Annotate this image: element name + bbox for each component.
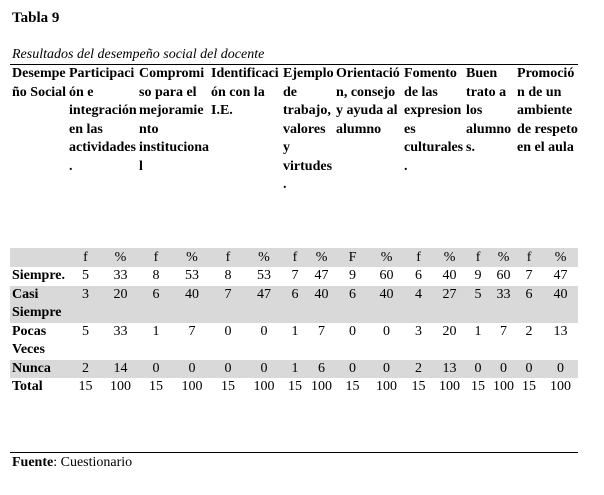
table-cell: 100 bbox=[253, 379, 275, 394]
subheader-cell: % bbox=[245, 248, 281, 267]
table-cell: 60 bbox=[496, 268, 511, 283]
subheader-cell: f bbox=[464, 248, 490, 267]
row-label: Siempre. bbox=[12, 268, 66, 283]
table-cell: 47 bbox=[553, 268, 568, 283]
table-cell: 6 bbox=[415, 268, 423, 283]
table-cell: 2 bbox=[525, 323, 533, 339]
table-cell: 33 bbox=[113, 323, 128, 339]
table-cell: 13 bbox=[553, 323, 568, 339]
table-cell: 33 bbox=[113, 268, 128, 283]
source-label: Fuente bbox=[12, 455, 54, 470]
table-cell: 0 bbox=[464, 360, 490, 379]
table-cell: 7 bbox=[318, 323, 326, 339]
table-cell: 15 bbox=[149, 379, 164, 394]
table-row bbox=[10, 323, 578, 360]
table-cell: 15 bbox=[345, 379, 360, 394]
table-cell: 0 bbox=[369, 360, 402, 379]
table-cell: 40 bbox=[541, 286, 578, 323]
table-body bbox=[10, 267, 578, 397]
table-cell: 0 bbox=[209, 360, 245, 379]
table-cell: 27 bbox=[433, 286, 464, 323]
table-cell: 15 bbox=[522, 379, 537, 394]
subheader-cell: % bbox=[102, 248, 137, 267]
table-cell: 1 bbox=[152, 323, 160, 339]
table-row bbox=[10, 286, 578, 323]
row-label: Nunca bbox=[10, 360, 67, 379]
table-cell: 7 bbox=[500, 323, 508, 339]
table-cell: 100 bbox=[493, 379, 515, 394]
table-cell: 100 bbox=[311, 379, 333, 394]
table-cell: 7 bbox=[525, 268, 533, 283]
header-orientacion: Orientación, consejo y ayuda al alumno bbox=[336, 66, 400, 137]
table-cell: 0 bbox=[349, 323, 357, 339]
table-row bbox=[10, 360, 578, 379]
header-participacion: Participación e integración en las actividades. bbox=[69, 66, 137, 174]
table-cell: 47 bbox=[314, 268, 329, 283]
table-cell: 15 bbox=[221, 379, 236, 394]
subheader-cell: % bbox=[369, 248, 402, 267]
table-cell: 0 bbox=[515, 360, 541, 379]
table-cell: 14 bbox=[102, 360, 137, 379]
table-cell: 2 bbox=[67, 360, 102, 379]
row-label: Casi Siempre bbox=[10, 286, 67, 323]
table-cell: 100 bbox=[181, 379, 203, 394]
subheader-cell: % bbox=[490, 248, 515, 267]
table-cell: 40 bbox=[369, 286, 402, 323]
table-cell: 5 bbox=[82, 323, 89, 339]
table-cell: 0 bbox=[137, 360, 173, 379]
subheader-cell: % bbox=[541, 248, 578, 267]
table-cell: 5 bbox=[464, 286, 490, 323]
table-cell: 15 bbox=[411, 379, 426, 394]
table-cell: 100 bbox=[439, 379, 461, 394]
table-cell: 60 bbox=[379, 268, 394, 283]
header-promocion: Promoción de un ambiente de respeto en el aula bbox=[517, 66, 578, 155]
header-compromiso: Compromiso para el mejoramiento institucional bbox=[139, 66, 210, 174]
table-cell: 1 bbox=[291, 323, 299, 339]
table-cell: 0 bbox=[173, 360, 209, 379]
subheader-cell: f bbox=[402, 248, 433, 267]
table-cell: 15 bbox=[288, 379, 303, 394]
table-cell: 1 bbox=[474, 323, 482, 339]
table-cell: 100 bbox=[110, 379, 131, 394]
table-cell: 0 bbox=[260, 323, 268, 339]
table-cell: 53 bbox=[257, 268, 272, 283]
subheader-row bbox=[10, 248, 578, 267]
header-desempeno-social: Desempeño Social bbox=[12, 66, 67, 100]
table-cell: 6 bbox=[307, 360, 334, 379]
table-cell: 6 bbox=[334, 286, 369, 323]
table-cell: 6 bbox=[137, 286, 173, 323]
row-label: Pocas Veces bbox=[12, 323, 47, 357]
table-cell: 15 bbox=[78, 379, 93, 394]
source-text: : Cuestionario bbox=[53, 455, 133, 470]
table-cell: 5 bbox=[82, 268, 89, 283]
table-cell: 0 bbox=[334, 360, 369, 379]
table-cell: 15 bbox=[471, 379, 486, 394]
table-row bbox=[10, 378, 578, 397]
subheader-empty bbox=[10, 248, 67, 267]
table-cell: 0 bbox=[383, 323, 391, 339]
table-cell: 53 bbox=[185, 268, 200, 283]
table-cell: 100 bbox=[550, 379, 572, 394]
table-cell: 4 bbox=[402, 286, 433, 323]
table-title: Tabla 9 bbox=[12, 10, 60, 26]
table-subtitle: Resultados del desempeño social del docente bbox=[12, 47, 265, 62]
subheader-cell: f bbox=[67, 248, 102, 267]
table-cell: 40 bbox=[442, 268, 457, 283]
subheader-cell: f bbox=[515, 248, 541, 267]
table-row bbox=[10, 267, 578, 286]
subheader-cell: F bbox=[334, 248, 369, 267]
subheader-cell: f bbox=[281, 248, 307, 267]
table-cell: 7 bbox=[209, 286, 245, 323]
table-cell: 40 bbox=[173, 286, 209, 323]
table-cell: 13 bbox=[433, 360, 464, 379]
table-cell: 0 bbox=[245, 360, 281, 379]
table-cell: 2 bbox=[402, 360, 433, 379]
bottom-rule bbox=[10, 452, 578, 453]
table-cell: 8 bbox=[224, 268, 232, 283]
table-cell: 40 bbox=[307, 286, 334, 323]
table-cell: 1 bbox=[281, 360, 307, 379]
table-cell: 6 bbox=[281, 286, 307, 323]
subheader-cell: % bbox=[173, 248, 209, 267]
subheader-cell: % bbox=[433, 248, 464, 267]
table-cell: 20 bbox=[442, 323, 457, 339]
table-cell: 8 bbox=[152, 268, 160, 283]
table-cell: 0 bbox=[490, 360, 515, 379]
table-cell: 9 bbox=[474, 268, 482, 283]
table-cell: 0 bbox=[541, 360, 578, 379]
table-cell: 47 bbox=[245, 286, 281, 323]
subheader-cell: % bbox=[307, 248, 334, 267]
table-cell: 6 bbox=[515, 286, 541, 323]
table-cell: 7 bbox=[291, 268, 299, 283]
results-table bbox=[10, 65, 578, 397]
subheader-cell: f bbox=[209, 248, 245, 267]
header-fomento: Fomento de las expresiones culturales. bbox=[404, 66, 464, 174]
table-cell: 0 bbox=[224, 323, 232, 339]
table-cell: 20 bbox=[102, 286, 137, 323]
table-source bbox=[12, 455, 132, 471]
header-buen-trato: Buen trato a los alumnos. bbox=[466, 66, 512, 155]
table-cell: 9 bbox=[349, 268, 357, 283]
row-label: Total bbox=[12, 379, 43, 394]
table-cell: 7 bbox=[188, 323, 196, 339]
table-cell: 33 bbox=[490, 286, 515, 323]
table-cell: 3 bbox=[67, 286, 102, 323]
header-ejemplo: Ejemplo de trabajo, valores y virtudes. bbox=[283, 66, 334, 192]
table-cell: 3 bbox=[415, 323, 423, 339]
header-identificacion: Identificación con la I.E. bbox=[211, 66, 279, 118]
subheader-cell: f bbox=[137, 248, 173, 267]
table-cell: 100 bbox=[376, 379, 398, 394]
header-row bbox=[10, 65, 578, 248]
